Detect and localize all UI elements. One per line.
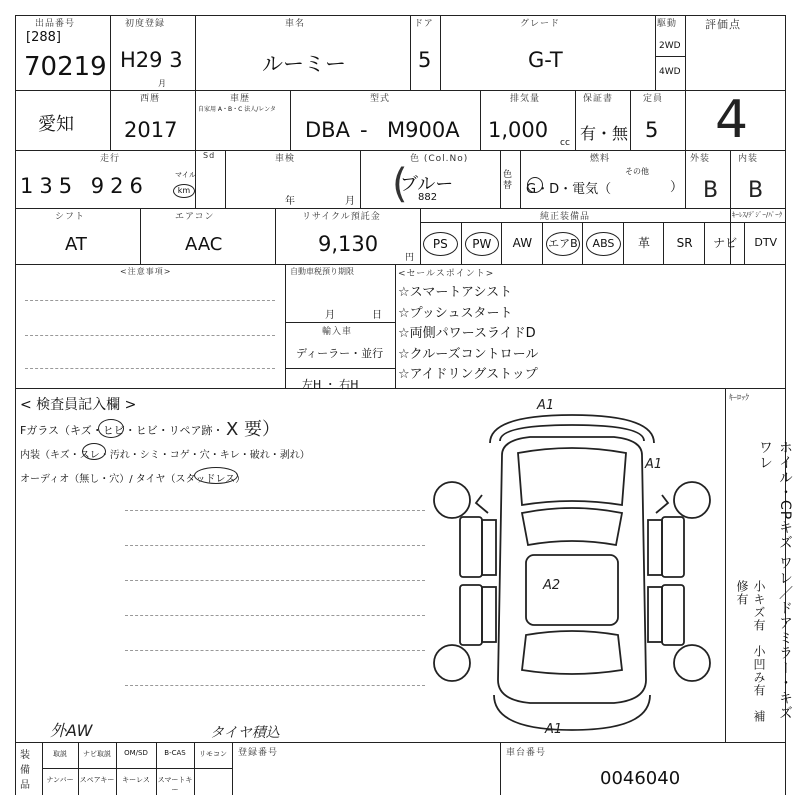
model-value: ルーミー bbox=[262, 52, 346, 76]
fuel-label: 燃料 bbox=[590, 154, 611, 164]
equipment-item bbox=[420, 222, 461, 264]
equipment-item bbox=[663, 222, 705, 264]
sales-point-item: ☆クルーズコントロール bbox=[398, 346, 539, 362]
footer-equip-cell: OM/SD bbox=[124, 749, 148, 757]
lot-number: 70219 bbox=[24, 52, 107, 82]
equipment-item-label: DTV bbox=[754, 236, 778, 249]
reg-number-label: 登録番号 bbox=[238, 748, 279, 758]
notes-label: <注意事項> bbox=[120, 267, 172, 276]
damage-mark: A1 bbox=[645, 457, 663, 472]
record-value: 有・無 bbox=[580, 124, 629, 143]
steering-value: 左H ・ 右H bbox=[302, 378, 359, 391]
drive-label: 駆動 bbox=[657, 19, 678, 29]
equipment-label: 純正装備品 bbox=[540, 212, 591, 222]
chassis-label: 車台番号 bbox=[506, 748, 547, 758]
shaken-month: 月 bbox=[345, 196, 355, 207]
damage-mark: A2 bbox=[543, 578, 561, 593]
recycle-value: 9,130 bbox=[318, 232, 379, 256]
footer-equip-cell: 取説 bbox=[53, 750, 67, 758]
displacement-label: 排気量 bbox=[510, 94, 541, 104]
color-code: 882 bbox=[418, 192, 438, 203]
footer-equip-label: 装備品 bbox=[20, 750, 30, 791]
score-value: 4 bbox=[715, 90, 749, 150]
side-label: ｷｰﾛｯｸ bbox=[729, 393, 749, 402]
inspection-line2: 内装（キズ・スレ・汚れ・シミ・コゲ・穴・キレ・破れ・剥れ） bbox=[20, 450, 310, 461]
equipment-item bbox=[582, 222, 624, 264]
inspection-line3: オーディオ（無し・穴）/ タイヤ（スタッドレス） bbox=[20, 474, 246, 485]
exterior-label: 外装 bbox=[690, 154, 711, 164]
door-value: 5 bbox=[418, 48, 432, 72]
shift-label: シフト bbox=[55, 212, 86, 222]
dealer-value: ディーラー・並行 bbox=[296, 347, 384, 360]
grade-value: G-T bbox=[528, 48, 563, 72]
lot-label: 出品番号 bbox=[35, 19, 76, 29]
deadline-day: 日 bbox=[372, 310, 382, 321]
equipment-row bbox=[420, 222, 785, 264]
footer-equip-cell: リモコン bbox=[199, 750, 227, 758]
sales-point-item: ☆両側パワースライドD bbox=[398, 326, 536, 341]
drive-2wd: 2WD bbox=[659, 41, 681, 51]
mileage-unit-km: km bbox=[173, 184, 195, 198]
displacement-unit: cc bbox=[560, 138, 570, 148]
equipment-item-label: エアB bbox=[546, 232, 581, 256]
equipment-item-label: 革 bbox=[638, 236, 651, 250]
sales-label: <セールスポイント> bbox=[398, 269, 495, 279]
equipment-item bbox=[623, 222, 665, 264]
recycle-label: リサイクル預託金 bbox=[302, 212, 381, 222]
side-text-1: ホイル・CPキズ ワレ／ドアミラー・キズ ワレ bbox=[757, 440, 793, 721]
sales-point-item: ☆スマートアシスト bbox=[398, 285, 513, 300]
inspection-line1: Fガラス（キズ・ヒビ・ヒビ・リペア跡・ bbox=[20, 424, 224, 437]
car-diagram bbox=[430, 395, 715, 740]
sd-label: Sd bbox=[203, 151, 216, 160]
mileage-value: 135 926 bbox=[20, 174, 149, 198]
equipment-item bbox=[704, 222, 746, 264]
sales-point-item: ☆プッシュスタート bbox=[398, 305, 513, 321]
capacity-label: 定員 bbox=[643, 94, 664, 104]
chassis-value: 0046040 bbox=[600, 768, 681, 789]
interior-label: 内装 bbox=[738, 154, 759, 164]
shift-value: AT bbox=[65, 234, 87, 255]
type-prefix: DBA bbox=[305, 118, 350, 142]
equipment-item-label: PW bbox=[465, 232, 500, 256]
footer-equip-cell: B-CAS bbox=[164, 749, 186, 757]
deadline-label: 自動車税預り期限 bbox=[290, 267, 354, 276]
history-note: 自家用 A・B・C 法人/レンタ bbox=[198, 106, 276, 113]
shaken-year: 年 bbox=[285, 196, 295, 207]
inspection-title: < 検査員記入欄 > bbox=[20, 397, 137, 413]
equipment-item-label: AW bbox=[512, 236, 533, 250]
color-label: 色 (Col.No) bbox=[410, 154, 469, 164]
equipment-item-label: ABS bbox=[586, 232, 621, 256]
type-code: M900A bbox=[387, 118, 460, 142]
mileage-unit-mile: マイル bbox=[175, 171, 196, 179]
footer-equip-cell: スペアキー bbox=[79, 776, 115, 784]
footer-equip-cell: スマートキー bbox=[157, 776, 193, 794]
inspection-line1-hand: X 要） bbox=[226, 419, 281, 440]
recycle-unit: 円 bbox=[405, 253, 415, 263]
mark-circle-studless bbox=[194, 467, 238, 484]
year-label: 西暦 bbox=[140, 94, 161, 104]
keyless-label: ｷｰﾚｽ/ﾃﾞｼﾞｰ/ﾊﾟｰｸ bbox=[732, 211, 783, 219]
inspection-note-mid: タイヤ積込 bbox=[210, 725, 280, 741]
footer-equip-cell: ナビ取説 bbox=[83, 750, 111, 758]
deadline-month: 月 bbox=[325, 310, 335, 321]
color-paren-open: ( bbox=[392, 161, 408, 207]
lot-small: [288] bbox=[26, 30, 61, 45]
history-label: 車歴 bbox=[230, 94, 251, 104]
footer-equip-cell: キーレス bbox=[122, 776, 150, 784]
sales-point-item: ☆アイドリングストップ bbox=[398, 367, 538, 382]
equipment-item-label: PS bbox=[423, 232, 458, 256]
equipment-item-label: SR bbox=[676, 236, 693, 250]
model-label: 車名 bbox=[285, 19, 306, 29]
equipment-item-label: ナビ bbox=[713, 236, 738, 250]
capacity-value: 5 bbox=[645, 118, 659, 142]
import-label: 輸入車 bbox=[322, 327, 353, 337]
fuel-other: その他 bbox=[625, 167, 649, 176]
damage-mark: A1 bbox=[537, 398, 555, 413]
grade-label: グレード bbox=[520, 19, 561, 29]
region: 愛知 bbox=[38, 114, 74, 135]
record-label: 保証書 bbox=[583, 94, 614, 104]
inspection-note-left: 外AW bbox=[50, 721, 93, 740]
door-label: ドア bbox=[414, 19, 434, 29]
ac-value: AAC bbox=[185, 234, 223, 255]
interior-value: B bbox=[748, 178, 764, 203]
mark-circle-hibi bbox=[98, 419, 124, 438]
first-reg-label: 初度登録 bbox=[125, 19, 166, 29]
type-label: 型式 bbox=[370, 94, 391, 104]
shaken-label: 車検 bbox=[275, 154, 296, 164]
fuel-close: ） bbox=[670, 180, 684, 195]
equipment-item bbox=[542, 222, 584, 264]
equipment-item bbox=[461, 222, 503, 264]
first-reg-value: H29 3 bbox=[120, 48, 183, 72]
ac-label: エアコン bbox=[175, 212, 215, 222]
color-change-label: 色替 bbox=[503, 170, 513, 191]
mileage-label: 走行 bbox=[100, 154, 121, 164]
displacement-value: 1,000 bbox=[488, 118, 549, 142]
equipment-item bbox=[501, 222, 543, 264]
equipment-item bbox=[744, 222, 786, 264]
type-dash: - bbox=[360, 118, 368, 142]
footer-equip-cell: ナンバー bbox=[46, 776, 74, 784]
side-text-2: 小キズ有 小凹み有 補修有 bbox=[735, 580, 766, 723]
exterior-value: B bbox=[703, 178, 719, 203]
fuel-value: G・D・電気（ bbox=[526, 182, 612, 197]
score-label: 評価点 bbox=[705, 18, 741, 31]
mark-circle-sure bbox=[82, 443, 106, 460]
damage-mark: A1 bbox=[545, 722, 563, 737]
sales-points-list bbox=[398, 283, 718, 386]
year-value: 2017 bbox=[124, 118, 178, 142]
fuel-circle-mark bbox=[527, 177, 543, 193]
color-value: ブルー bbox=[400, 174, 454, 195]
drive-4wd: 4WD bbox=[659, 67, 681, 77]
first-reg-unit: 月 bbox=[158, 79, 166, 88]
